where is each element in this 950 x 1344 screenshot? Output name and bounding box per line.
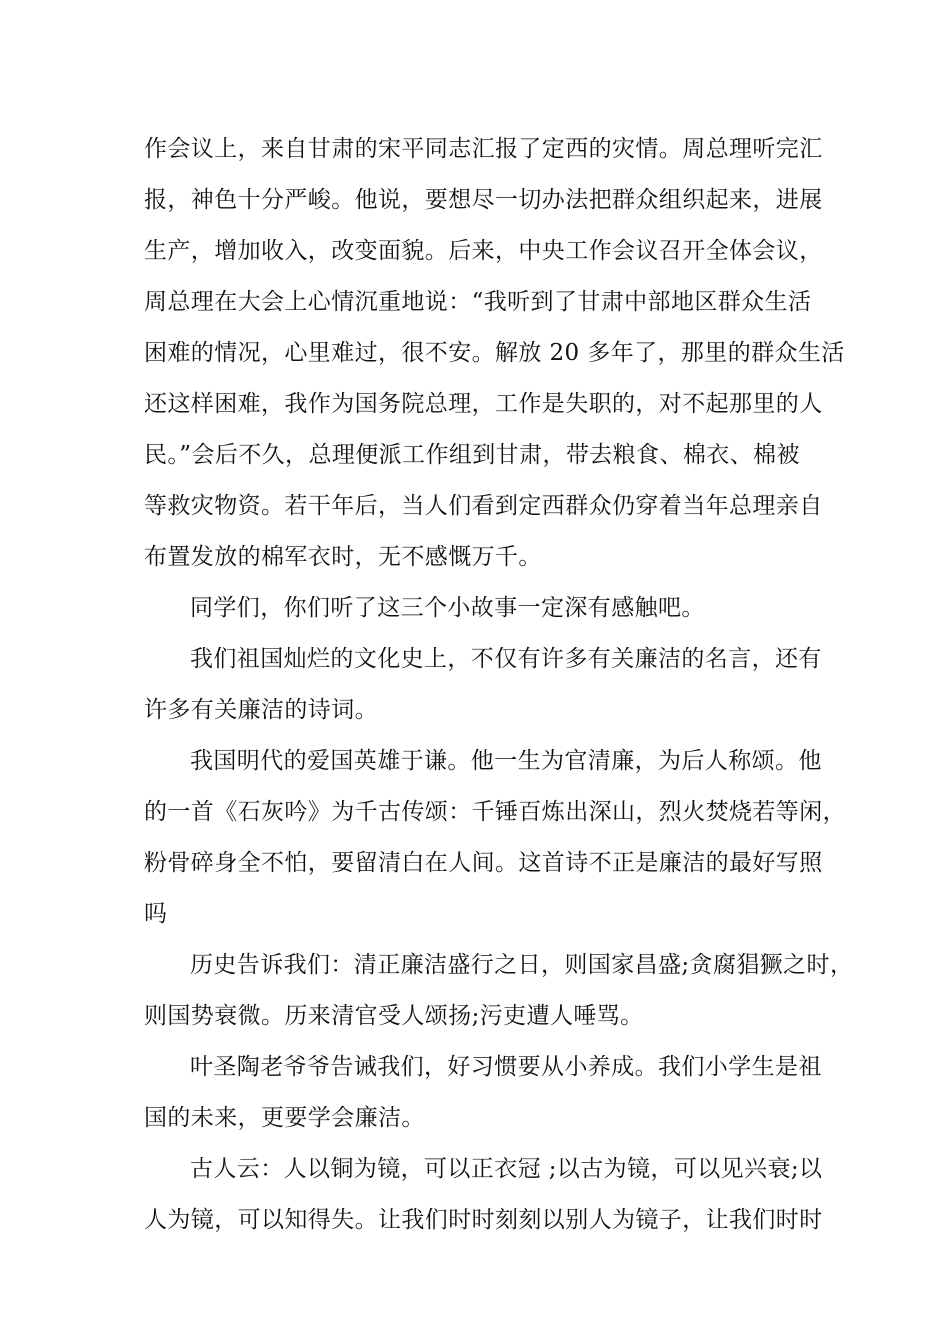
- paragraph-ancient-saying: [144, 1144, 834, 1246]
- text-line: 周总理在大会上心情沉重地说：“我听到了甘肃中部地区群众生活: [144, 289, 812, 315]
- text-line: 困难的情况，心里难过，很不安。解放 20 多年了，那里的群众生活: [144, 340, 845, 366]
- text-line: 布置发放的棉军衣时，无不感慨万千。: [144, 544, 542, 570]
- text-line: 同学们，你们听了这三个小故事一定深有感触吧。: [190, 595, 705, 621]
- text-line: 古人云：人以铜为镜，可以正衣冠 ;以古为镜，可以见兴衰;以: [190, 1156, 823, 1182]
- paragraph-history-lesson: [144, 940, 854, 1042]
- text-line: 等救灾物资。若干年后，当人们看到定西群众仍穿着当年总理亲自: [144, 493, 823, 519]
- text-line: 吗: [144, 901, 168, 927]
- text-line: 的一首《石灰吟》为千古传颂：千锤百炼出深山，烈火焚烧若等闲，: [144, 799, 846, 825]
- paragraph-students-reflection: [144, 583, 834, 634]
- text-line: 历史告诉我们：清正廉洁盛行之日，则国家昌盛;贪腐猖獗之时，: [190, 952, 854, 978]
- paragraph-yu-qian-poem: [144, 736, 846, 940]
- paragraph-culture-history: [144, 634, 834, 736]
- text-line: 许多有关廉洁的诗词。: [144, 697, 378, 723]
- text-line: 民。”会后不久，总理便派工作组到甘肃，带去粮食、棉衣、棉被: [144, 442, 800, 468]
- text-line: 我们祖国灿烂的文化史上，不仅有许多有关廉洁的名言，还有: [190, 646, 822, 672]
- text-line: 作会议上，来自甘肃的宋平同志汇报了定西的灾情。周总理听完汇: [144, 136, 823, 162]
- paragraph-ye-shengtao: [144, 1042, 834, 1144]
- text-line: 生产，增加收入，改变面貌。后来，中央工作会议召开全体会议，: [144, 238, 823, 264]
- document-body: [144, 124, 854, 1246]
- text-line: 叶圣陶老爷爷告诫我们，好习惯要从小养成。我们小学生是祖: [190, 1054, 822, 1080]
- text-line: 我国明代的爱国英雄于谦。他一生为官清廉，为后人称颂。他: [190, 748, 822, 774]
- text-line: 粉骨碎身全不怕，要留清白在人间。这首诗不正是廉洁的最好写照: [144, 850, 823, 876]
- text-line: 人为镜，可以知得失。让我们时时刻刻以别人为镜子，让我们时时: [144, 1207, 823, 1233]
- text-line: 报，神色十分严峻。他说，要想尽一切办法把群众组织起来，进展: [144, 187, 823, 213]
- text-line: 则国势衰微。历来清官受人颂扬;污吏遭人唾骂。: [144, 1003, 644, 1029]
- paragraph-zhou-enlai-story: [144, 124, 845, 583]
- text-line: 国的未来，更要学会廉洁。: [144, 1105, 425, 1131]
- text-line: 还这样困难，我作为国务院总理，工作是失职的，对不起那里的人: [144, 391, 823, 417]
